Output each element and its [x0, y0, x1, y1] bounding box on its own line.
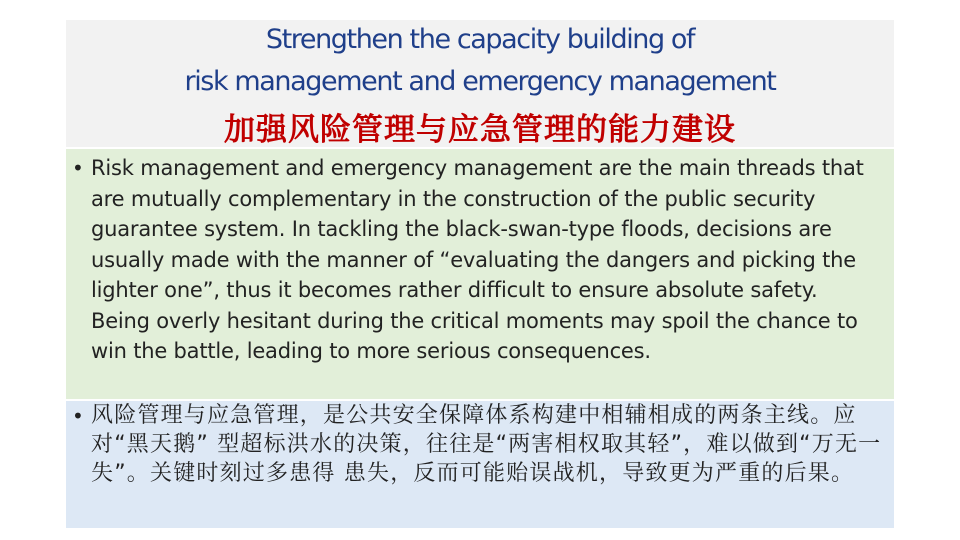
bullet-english-text: Risk management and emergency management are the main threads that are mutually complementary in the construction of the public security guarantee system. In tackling the black-swan-type floods, decisions are usually made with the manner of “evaluating the dangers and picking the lighter one”, thus it becomes rather difficult to ensure absolute safety. Being overly hesitant during the critical moments may spoil the chance to win the battle, leading to more serious consequences.	[91, 156, 864, 363]
title-chinese: 加强风险管理与应急管理的能力建设	[224, 112, 736, 148]
bullet-chinese-text: 风险管理与应急管理，是公共安全保障体系构建中相辅相成的两条主线。应对“黑天鹅” 型超标洪水的决策，往往是“两害相权取其轻”，难以做到“万无一失”。关键时刻过多患得 患失，反而可能贻误战机，导致更为严重的后果。	[91, 403, 882, 486]
title-english-line-2: risk management and emergency management	[184, 66, 776, 97]
bullet-english-marker: •	[72, 156, 84, 180]
title-box	[66, 20, 894, 147]
bullet-chinese-marker: •	[72, 404, 84, 428]
title-english-line-1: Strengthen the capacity building of	[265, 24, 695, 55]
